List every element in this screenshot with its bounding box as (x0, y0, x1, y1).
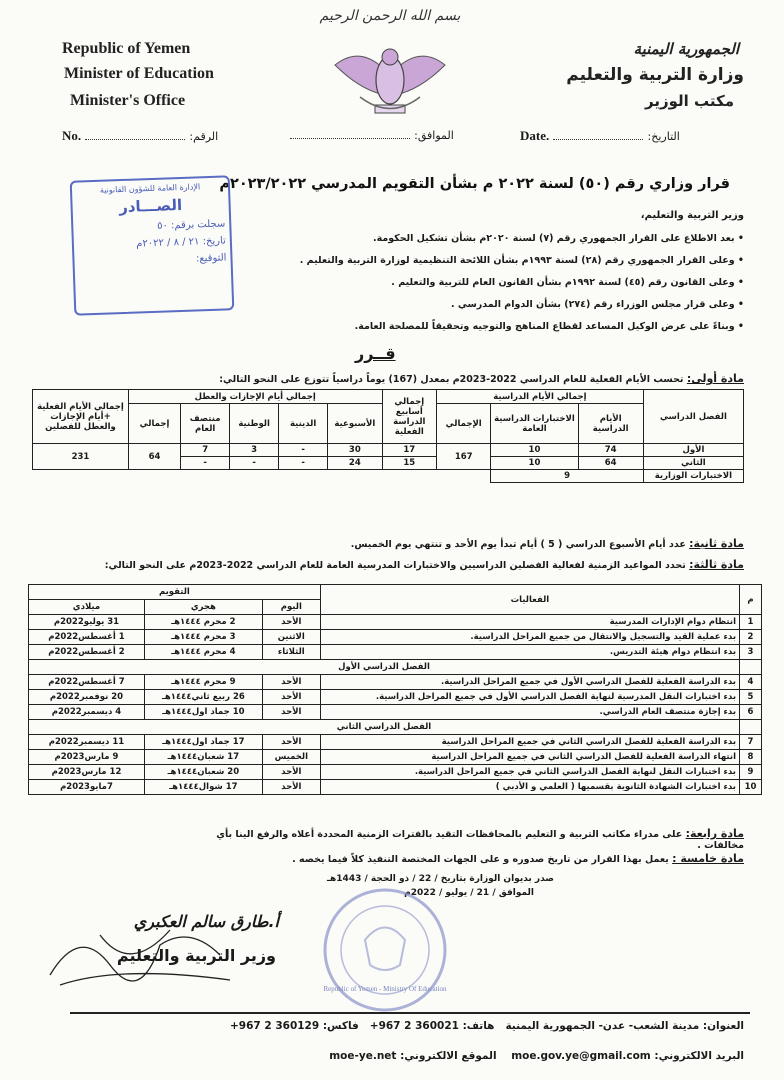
cell-greg: 1 أغسطس2022م (29, 630, 145, 645)
cell-day: الأحد (262, 765, 320, 780)
signatory-name: أ.طارق سالم العكبري (133, 912, 279, 931)
preamble-list (264, 228, 744, 338)
address-label: العنوان: (702, 1020, 744, 1032)
cell-hijri: 17 جماد اول١٤٤٤هـ (144, 735, 262, 750)
signatory-title: وزير التربية والتعليم (116, 946, 276, 965)
cell-religious: - (279, 457, 328, 470)
cell-day: الأحد (262, 690, 320, 705)
cell-greg: 7 أغسطس2022م (29, 675, 145, 690)
cell-midyear: 7 (181, 444, 230, 457)
phone-number: +967 2 360021 (369, 1020, 459, 1032)
cell-event: انتهاء الدراسة الفعلية للفصل الدراسي الثاني في جميع المراحل الدراسية (320, 750, 739, 765)
cell-num: 9 (740, 765, 762, 780)
header-en-line-2: Minister of Education (64, 65, 214, 82)
article-2-label: مادة ثانية: (689, 537, 744, 550)
cell-event: بدء انتظام دوام هيئة التدريس. (320, 645, 739, 660)
article-3-label: مادة ثالثة: (689, 558, 744, 571)
cell-event: بدء اختبارات النقل لنهاية الفصل الدراسي الثاني في جميع المراحل الدراسية. (320, 765, 739, 780)
issued-line-1: صدر بديوان الوزارة بتاريخ / 22 / ذو الحجة / 1443هـ (326, 874, 554, 884)
preamble-item: • وعلى القانون رقم (٤٥) لسنة ١٩٩٢م بشأن القانون العام للتربية والتعليم . (391, 277, 744, 288)
registration-stamp (70, 175, 235, 316)
th-religious: الدينية (279, 404, 328, 444)
cell-num: 1 (740, 615, 762, 630)
email-link[interactable]: moe.gov.ye@gmail.com (511, 1050, 651, 1062)
th-school-days: إجمالي الأيام الدراسية (436, 390, 643, 404)
footer-address-row (64, 1020, 744, 1032)
cell-day: الأحد (262, 675, 320, 690)
th-num: م (740, 585, 762, 615)
issued-line-2: الموافق / 21 / يوليو / 2022م (404, 888, 534, 898)
muwafiq-field (290, 128, 490, 143)
cell-midyear: - (181, 457, 230, 470)
cell-weekly: 24 (328, 457, 382, 470)
section-1-label: الفصل الدراسي الأول (29, 660, 740, 675)
section-row (29, 720, 762, 735)
table-row (29, 690, 762, 705)
muwafiq-label: :الموافق (414, 129, 454, 142)
cell-event: بدء الدراسة الفعلية للفصل الدراسي الثاني في جميع المراحل الدراسية (320, 735, 739, 750)
phone-label: هاتف: (462, 1020, 495, 1032)
header-en-line-1: Republic of Yemen (62, 40, 191, 57)
ministry-seal-icon (320, 885, 450, 1015)
cell-exams: 10 (491, 457, 578, 470)
table-row (29, 675, 762, 690)
th-day: اليوم (262, 600, 320, 615)
cell-grand: 231 (33, 444, 129, 470)
th-greg: ميلادي (29, 600, 145, 615)
section-2-label: الفصل الدراسي الثاني (29, 720, 740, 735)
seal-text: Republic of Yemen - Ministry Of Education (323, 985, 447, 993)
article-4-text: على مدراء مكاتب التربية و التعليم بالمحافظات التقيد بالفترات الزمنية المحددة أعلاه والرفع الينا بأي مخالفات . (216, 829, 744, 851)
th-total: الإجمالي (436, 404, 490, 444)
header-ar-line-3: مكتب الوزير (644, 92, 734, 110)
footer-divider (70, 1012, 750, 1014)
cell-greg: 4 ديسمبر2022م (29, 705, 145, 720)
cell-weeks: 15 (382, 457, 436, 470)
cell-event: بدء عملية القيد والتسجيل والانتقال من جميع المراحل الدراسية. (320, 630, 739, 645)
decides-heading: قــرر (355, 344, 396, 363)
cell-day: الأحد (262, 780, 320, 795)
date-field (520, 128, 750, 144)
th-weekly: الأسبوعية (328, 404, 382, 444)
yemen-eagle-emblem-icon (330, 35, 450, 125)
no-label: No. (62, 128, 82, 143)
article-1-label: مادة أولى: (686, 372, 744, 385)
cell-event: انتظام دوام الإدارات المدرسية (320, 615, 739, 630)
article-3-text: تحدد المواعيد الزمنية لفعالية الفصلين الدراسيين والاختبارات المدرسية العامة للعام الدراسي 2022-2023م على النحو التالي: (104, 560, 686, 571)
table-row (29, 645, 762, 660)
cell-weekly: 30 (328, 444, 382, 457)
th-calendar: التقويم (29, 585, 321, 600)
tarikh-label: :التاريخ (647, 130, 680, 143)
cell-day: الخميس (262, 750, 320, 765)
table-row (29, 735, 762, 750)
calendar-table (28, 584, 762, 795)
cell-day: الأحد (262, 615, 320, 630)
decree-title: قرار وزاري رقم (٥٠) لسنة ٢٠٢٢ م بشأن التقويم المدرسي ٢٠٢٣/٢٠٢٢م (219, 176, 730, 192)
address-text: مدينة الشعب- عدن- الجمهورية اليمنية (505, 1020, 700, 1032)
fax-label: فاكس: (322, 1020, 359, 1032)
table-row (33, 470, 744, 483)
table-row (33, 444, 744, 457)
cell-event: بدء اختبارات الشهادة الثانوية بقسميها ( العلمي و الأدبي ) (320, 780, 739, 795)
cell-exams: 10 (491, 444, 578, 457)
cell-num: 7 (740, 735, 762, 750)
header-en-line-3: Minister's Office (70, 92, 186, 109)
header-ar-line-1: الجمهورية اليمنية (633, 40, 739, 58)
cell-days: 74 (578, 444, 643, 457)
stamp-line-3: سجلت برقم: ٥٠ (156, 218, 226, 232)
site-link[interactable]: moe-ye.net (329, 1050, 397, 1062)
preamble-intro: وزير التربية والتعليم، (640, 210, 744, 221)
preamble-item: • وبناءً على عرض الوكيل المساعد لقطاع المناهج والتوجيه وتحقيقاً للمصلحة العامة. (354, 321, 744, 332)
cell-day: الأحد (262, 735, 320, 750)
cell-num: 4 (740, 675, 762, 690)
cell-days: 64 (578, 457, 643, 470)
stamp-line-4: تاريخ: ٢١ / ٨ / ٢٠٢٢م (136, 235, 227, 250)
stamp-line-5: التوقيع: (195, 252, 227, 265)
footer-web-row (64, 1050, 744, 1062)
cell-num: 10 (740, 780, 762, 795)
article-2-text: عدد أيام الأسبوع الدراسي ( 5 ) أيام تبدأ يوم الأحد و تنتهي يوم الخميس. (350, 539, 686, 550)
cell-num: 6 (740, 705, 762, 720)
th-semester: الفصل الدراسي (643, 390, 743, 444)
cell-ministry-exams: 9 (491, 470, 643, 483)
cell-greg: 11 ديسمبر2022م (29, 735, 145, 750)
th-events: الفعاليات (320, 585, 739, 615)
raqm-label: :الرقم (189, 130, 219, 143)
cell-national: - (230, 457, 279, 470)
cell-num: 5 (740, 690, 762, 705)
table-row (29, 765, 762, 780)
cell-hijri: 10 جماد اول١٤٤٤هـ (144, 705, 262, 720)
header-ar-line-2: وزارة التربية والتعليم (566, 65, 744, 85)
cell-hijri: 3 محرم ١٤٤٤هـ (144, 630, 262, 645)
article-1 (184, 372, 744, 385)
cell-num: 3 (740, 645, 762, 660)
cell-num: 2 (740, 630, 762, 645)
cell-greg: 20 نوفمبر2022م (29, 690, 145, 705)
section-row (29, 660, 762, 675)
cell-hol-total: 64 (128, 444, 180, 470)
cell-hijri: 9 محرم ١٤٤٤هـ (144, 675, 262, 690)
article-5-label: مادة خامسة : (672, 852, 744, 865)
cell-greg: 2 أغسطس2022م (29, 645, 145, 660)
th-hol-total: إجمالي (128, 404, 180, 444)
article-1-text: تحسب الأيام الفعلية للعام الدراسي 2022-2023م بمعدل (167) يوماً دراسياً تتوزع على النحو التالي: (219, 374, 684, 385)
cell-hijri: 4 محرم ١٤٤٤هـ (144, 645, 262, 660)
cell-hijri: 20 شعبان١٤٤٤هـ (144, 765, 262, 780)
cell-hijri: 2 محرم ١٤٤٤هـ (144, 615, 262, 630)
cell-num: 8 (740, 750, 762, 765)
th-holidays: إجمالي أيام الإجازات والعطل (128, 390, 382, 404)
th-national: الوطنية (230, 404, 279, 444)
th-days: الأيام الدراسية (578, 404, 643, 444)
stamp-line-1: الإدارة العامة للشؤون القانونية (99, 182, 201, 195)
cell-greg: 31 يوليو2022م (29, 615, 145, 630)
cell-event: بدء اختبارات النقل المدرسية لنهاية الفصل الدراسي الأول في جميع المراحل الدراسية. (320, 690, 739, 705)
cell-day: الاثنين (262, 630, 320, 645)
cell-day: الأحد (262, 705, 320, 720)
cell-total: 167 (436, 444, 490, 470)
number-field (62, 128, 242, 144)
table-row (29, 705, 762, 720)
cell-semester: الثاني (643, 457, 743, 470)
th-exams: الاختبارات الدراسية العامة (491, 404, 578, 444)
cell-semester: الأول (643, 444, 743, 457)
table-row (29, 780, 762, 795)
cell-greg: 7مايو2023م (29, 780, 145, 795)
days-distribution-table (32, 389, 744, 483)
email-label: البريد الالكتروني: (654, 1050, 744, 1062)
cell-greg: 9 مارس2023م (29, 750, 145, 765)
th-midyear: منتصف العام (181, 404, 230, 444)
th-weeks: إجمالي أسابيع الدراسة الفعلية (382, 390, 436, 444)
article-5-text: يعمل بهذا القرار من تاريخ صدوره و على الجهات المختصة التنفيذ كلاً فيما يخصه . (292, 854, 669, 865)
cell-hijri: 17 شعبان١٤٤٤هـ (144, 750, 262, 765)
th-hijri: هجري (144, 600, 262, 615)
table-row (29, 750, 762, 765)
basmala: بسم الله الرحمن الرحيم (319, 8, 461, 24)
article-5 (244, 852, 744, 865)
cell-event: بدء إجازة منتصف العام الدراسي. (320, 705, 739, 720)
cell-hijri: 26 ربيع ثاني١٤٤٤هـ (144, 690, 262, 705)
table-row (29, 615, 762, 630)
cell-ministry-exams-label: الاختبارات الوزارية (643, 470, 743, 483)
preamble-item: • وعلى قرار مجلس الوزراء رقم (٢٧٤) بشأن الدوام المدرسي . (450, 299, 744, 310)
preamble-item: • وعلى القرار الجمهوري رقم (٢٨) لسنة ١٩٩٣م بشأن اللائحة التنظيمية لوزارة التربية والتعليم . (299, 255, 744, 266)
cell-day: الثلاثاء (262, 645, 320, 660)
site-label: الموقع الالكتروني: (400, 1050, 497, 1062)
cell-event: بدء الدراسة الفعلية للفصل الدراسي الأول في جميع المراحل الدراسية. (320, 675, 739, 690)
fax-number: +967 2 360129 (230, 1020, 320, 1032)
article-4-label: مادة رابعة: (685, 827, 744, 840)
date-label: Date. (520, 128, 550, 143)
cell-hijri: 17 شوال١٤٤٤هـ (144, 780, 262, 795)
preamble-item: • بعد الاطلاع على القرار الجمهوري رقم (٧) لسنة ٢٠٢٠م بشأن تشكيل الحكومة. (372, 233, 744, 244)
table-row (29, 630, 762, 645)
article-4 (184, 827, 744, 851)
article-2 (184, 537, 744, 550)
th-grand: إجمالي الأيام الفعلية +أيام الإجازات والعطل للفصلين (33, 390, 129, 444)
article-3 (64, 558, 744, 571)
stamp-line-2: الصـــادر (118, 195, 183, 217)
cell-national: 3 (230, 444, 279, 457)
cell-religious: - (279, 444, 328, 457)
cell-weeks: 17 (382, 444, 436, 457)
cell-greg: 12 مارس2023م (29, 765, 145, 780)
